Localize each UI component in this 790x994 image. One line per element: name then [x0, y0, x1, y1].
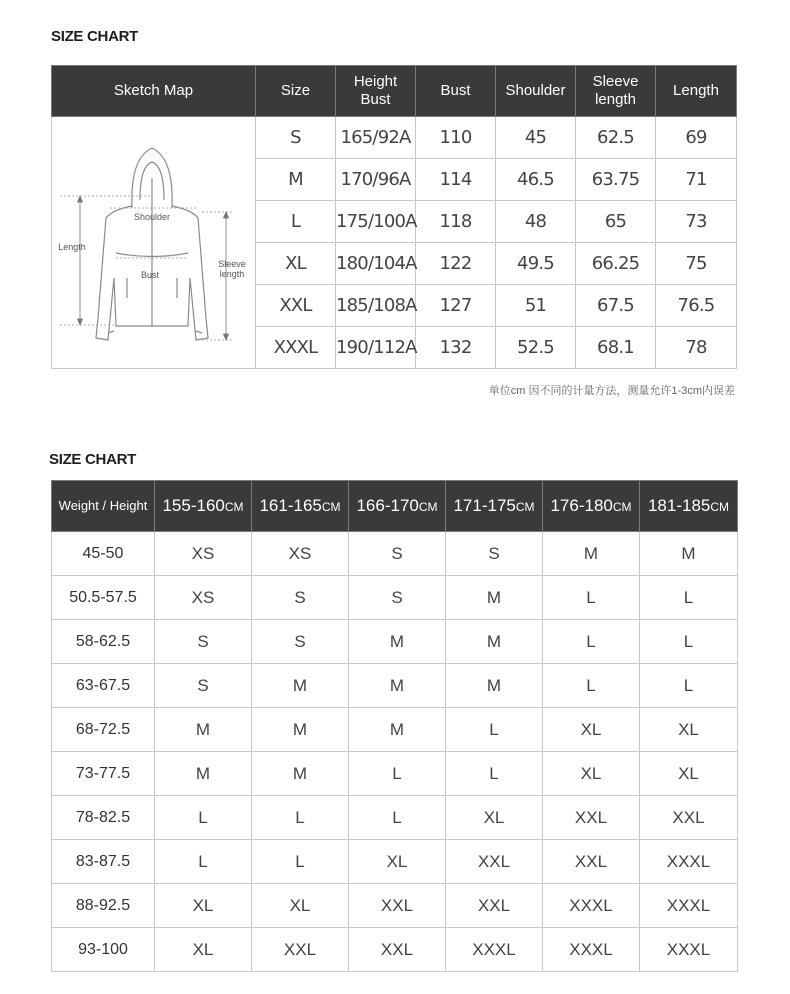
cell-size: S — [155, 664, 252, 708]
cell-size: S — [446, 532, 543, 576]
header-sleeve-length: Sleeve length — [576, 66, 656, 117]
cell-size: XXXL — [640, 928, 738, 972]
cell-size: L — [256, 201, 336, 243]
size-recommendation-table — [51, 480, 738, 972]
cell-size: XL — [640, 708, 738, 752]
cell-size: XS — [155, 532, 252, 576]
cell-size: M — [446, 576, 543, 620]
cell-size: XL — [349, 840, 446, 884]
cell-size: M — [446, 664, 543, 708]
cell-size: M — [256, 159, 336, 201]
cell-size: XXL — [349, 928, 446, 972]
cell-size: XXL — [446, 884, 543, 928]
cell-size: L — [640, 620, 738, 664]
cell-size: L — [543, 664, 640, 708]
cell-size: XL — [543, 708, 640, 752]
header-length: Length — [656, 66, 737, 117]
sketch-label-bust: Bust — [140, 269, 160, 280]
cell-size: S — [349, 576, 446, 620]
table-row — [52, 117, 737, 159]
cell-size: XL — [155, 928, 252, 972]
table-row — [52, 620, 738, 664]
cell-size: L — [349, 796, 446, 840]
cell-size: M — [252, 708, 349, 752]
header-height-range: 161-165CM — [252, 481, 349, 532]
garment-measurement-table — [51, 65, 737, 369]
table-row — [52, 840, 738, 884]
cell-size: XL — [252, 884, 349, 928]
table-header-row — [52, 66, 737, 117]
header-shoulder: Shoulder — [496, 66, 576, 117]
cell-size: XL — [640, 752, 738, 796]
cell-weight: 73-77.5 — [52, 752, 155, 796]
cell-size: M — [349, 664, 446, 708]
cell-shoulder: 46.5 — [496, 159, 576, 201]
jacket-sketch-map — [52, 117, 256, 369]
cell-size: L — [252, 840, 349, 884]
header-height-bust: Height Bust — [336, 66, 416, 117]
cell-size: XXL — [543, 840, 640, 884]
sketch-label-sleeve: Sleeve length — [218, 258, 246, 279]
cell-length: 75 — [656, 243, 737, 285]
cell-size: XXL — [543, 796, 640, 840]
cell-size: S — [256, 117, 336, 159]
cell-size: XXL — [252, 928, 349, 972]
cell-size: XXXL — [640, 840, 738, 884]
cell-size: M — [155, 708, 252, 752]
cell-size: L — [640, 664, 738, 708]
cell-height-bust: 190/112A — [336, 327, 416, 369]
cell-weight: 68-72.5 — [52, 708, 155, 752]
header-height-range: 176-180CM — [543, 481, 640, 532]
header-weight-height: Weight / Height — [52, 481, 155, 532]
cell-shoulder: 49.5 — [496, 243, 576, 285]
table-row — [52, 532, 738, 576]
header-height-range: 171-175CM — [446, 481, 543, 532]
table-row — [52, 884, 738, 928]
cell-length: 76.5 — [656, 285, 737, 327]
cell-height-bust: 185/108A — [336, 285, 416, 327]
cell-shoulder: 45 — [496, 117, 576, 159]
cell-size: XXL — [640, 796, 738, 840]
cell-size: XXL — [446, 840, 543, 884]
cell-size: XXXL — [543, 928, 640, 972]
cell-size: M — [640, 532, 738, 576]
cell-height-bust: 180/104A — [336, 243, 416, 285]
sketch-label-length: Length — [58, 241, 86, 252]
header-height-range: 166-170CM — [349, 481, 446, 532]
measurement-note: 单位cm 因不同的计量方法，测量允许1-3cm内误差 — [488, 385, 735, 397]
cell-size: XXXL — [543, 884, 640, 928]
cell-weight: 83-87.5 — [52, 840, 155, 884]
cell-size: L — [446, 708, 543, 752]
cell-size: M — [349, 620, 446, 664]
cell-bust: 132 — [416, 327, 496, 369]
cell-bust: 114 — [416, 159, 496, 201]
table-row — [52, 928, 738, 972]
cell-size: L — [543, 620, 640, 664]
cell-size: S — [155, 620, 252, 664]
table-row — [52, 752, 738, 796]
cell-size: XXL — [349, 884, 446, 928]
cell-size: L — [155, 796, 252, 840]
cell-size: M — [252, 664, 349, 708]
jacket-outline-icon — [52, 118, 256, 368]
table-row — [52, 796, 738, 840]
cell-size: S — [252, 576, 349, 620]
cell-size: XS — [252, 532, 349, 576]
cell-length: 71 — [656, 159, 737, 201]
cell-size: S — [252, 620, 349, 664]
cell-weight: 93-100 — [52, 928, 155, 972]
cell-bust: 122 — [416, 243, 496, 285]
cell-size: L — [446, 752, 543, 796]
cell-size: M — [543, 532, 640, 576]
cell-size: XXXL — [640, 884, 738, 928]
cell-size: XXXL — [256, 327, 336, 369]
cell-weight: 78-82.5 — [52, 796, 155, 840]
cell-bust: 127 — [416, 285, 496, 327]
cell-length: 78 — [656, 327, 737, 369]
cell-sleeve-length: 65 — [576, 201, 656, 243]
table-row — [52, 576, 738, 620]
cell-size: XL — [446, 796, 543, 840]
cell-size: XL — [543, 752, 640, 796]
cell-size: XL — [155, 884, 252, 928]
header-size: Size — [256, 66, 336, 117]
cell-shoulder: 48 — [496, 201, 576, 243]
cell-size: L — [252, 796, 349, 840]
cell-size: XS — [155, 576, 252, 620]
table-row — [52, 708, 738, 752]
cell-height-bust: 165/92A — [336, 117, 416, 159]
cell-size: XL — [256, 243, 336, 285]
cell-length: 73 — [656, 201, 737, 243]
cell-size: L — [155, 840, 252, 884]
cell-size: M — [446, 620, 543, 664]
cell-weight: 45-50 — [52, 532, 155, 576]
cell-shoulder: 52.5 — [496, 327, 576, 369]
cell-sleeve-length: 66.25 — [576, 243, 656, 285]
cell-sleeve-length: 67.5 — [576, 285, 656, 327]
cell-bust: 110 — [416, 117, 496, 159]
cell-size: XXXL — [446, 928, 543, 972]
size-chart-title-2: SIZE CHART — [49, 451, 137, 468]
cell-weight: 63-67.5 — [52, 664, 155, 708]
cell-weight: 50.5-57.5 — [52, 576, 155, 620]
cell-bust: 118 — [416, 201, 496, 243]
cell-size: S — [349, 532, 446, 576]
sketch-label-shoulder: Shoulder — [133, 211, 171, 222]
cell-weight: 88-92.5 — [52, 884, 155, 928]
cell-sleeve-length: 62.5 — [576, 117, 656, 159]
table-header-row — [52, 481, 738, 532]
cell-size: XXL — [256, 285, 336, 327]
cell-size: L — [640, 576, 738, 620]
cell-weight: 58-62.5 — [52, 620, 155, 664]
cell-size: M — [155, 752, 252, 796]
table-row — [52, 664, 738, 708]
cell-size: M — [349, 708, 446, 752]
header-bust: Bust — [416, 66, 496, 117]
size-chart-title-1: SIZE CHART — [51, 28, 139, 45]
header-height-range: 155-160CM — [155, 481, 252, 532]
cell-height-bust: 170/96A — [336, 159, 416, 201]
cell-sleeve-length: 68.1 — [576, 327, 656, 369]
cell-size: L — [349, 752, 446, 796]
cell-height-bust: 175/100A — [336, 201, 416, 243]
header-height-range: 181-185CM — [640, 481, 738, 532]
cell-length: 69 — [656, 117, 737, 159]
header-sketch-map: Sketch Map — [52, 66, 256, 117]
cell-size: L — [543, 576, 640, 620]
cell-sleeve-length: 63.75 — [576, 159, 656, 201]
cell-shoulder: 51 — [496, 285, 576, 327]
cell-size: M — [252, 752, 349, 796]
